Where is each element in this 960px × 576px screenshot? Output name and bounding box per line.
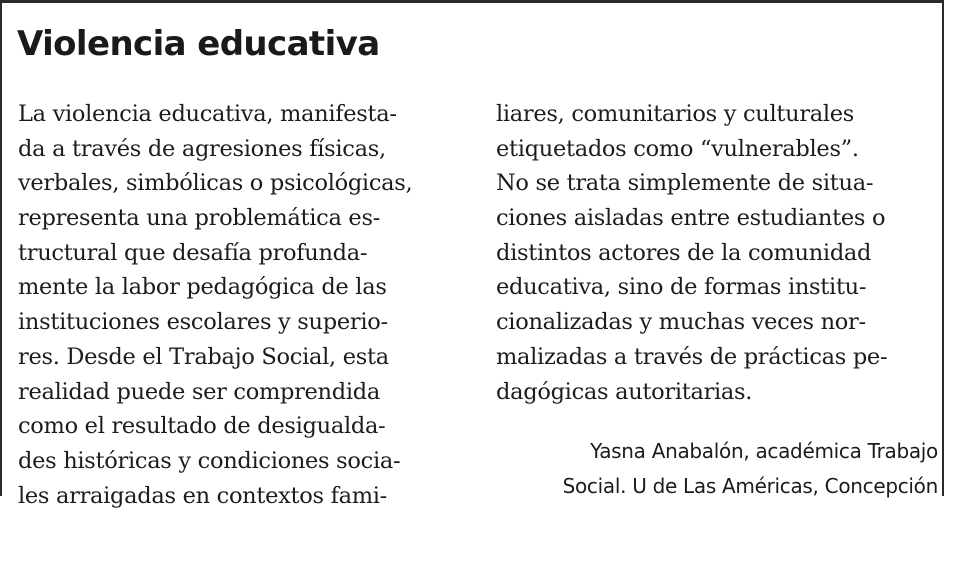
body-text-line: ciones aisladas entre estudiantes o xyxy=(496,205,886,232)
body-text-line: tructural que desafía profunda- xyxy=(18,239,368,266)
body-text-line: distintos actores de la comunidad xyxy=(496,239,872,266)
body-text-line: res. Desde el Trabajo Social, esta xyxy=(18,343,389,370)
body-text-line: dagógicas autoritarias. xyxy=(496,378,753,405)
body-text-line: les arraigadas en contextos fami- xyxy=(18,482,387,509)
body-text-line: liares, comunitarios y culturales xyxy=(496,101,855,127)
byline-author: Yasna Anabalón, académica Trabajo xyxy=(590,439,938,463)
body-text-line: da a través de agresiones físicas, xyxy=(18,135,386,162)
body-text-line: No se trata simplemente de situa- xyxy=(496,170,874,197)
article-headline: Violencia educativa xyxy=(17,24,380,64)
body-text-line: La violencia educativa, manifesta- xyxy=(18,101,397,127)
body-text-line: des históricas y condiciones socia- xyxy=(18,447,401,474)
article-left-column xyxy=(18,97,468,513)
article-right-column xyxy=(496,97,941,409)
body-text-line: mente la labor pedagógica de las xyxy=(18,274,387,301)
body-text-line: cionalizadas y muchas veces nor- xyxy=(496,309,866,336)
clipping-border-right xyxy=(942,0,944,496)
body-text-line: verbales, simbólicas o psicológicas, xyxy=(18,170,413,197)
author-byline xyxy=(478,434,938,504)
body-text-line: educativa, sino de formas institu- xyxy=(496,274,867,301)
body-text-line: malizadas a través de prácticas pe- xyxy=(496,343,888,370)
body-text-line: instituciones escolares y superio- xyxy=(18,309,388,336)
body-text-line: realidad puede ser comprendida xyxy=(18,378,380,405)
body-text-line: etiquetados como “vulnerables”. xyxy=(496,135,859,162)
body-text-line: como el resultado de desigualda- xyxy=(18,413,386,440)
body-text-line: representa una problemática es- xyxy=(18,205,380,232)
byline-affiliation: Social. U de Las Américas, Concepción xyxy=(562,474,938,498)
clipping-border-top xyxy=(0,0,944,3)
clipping-border-left xyxy=(0,0,2,496)
